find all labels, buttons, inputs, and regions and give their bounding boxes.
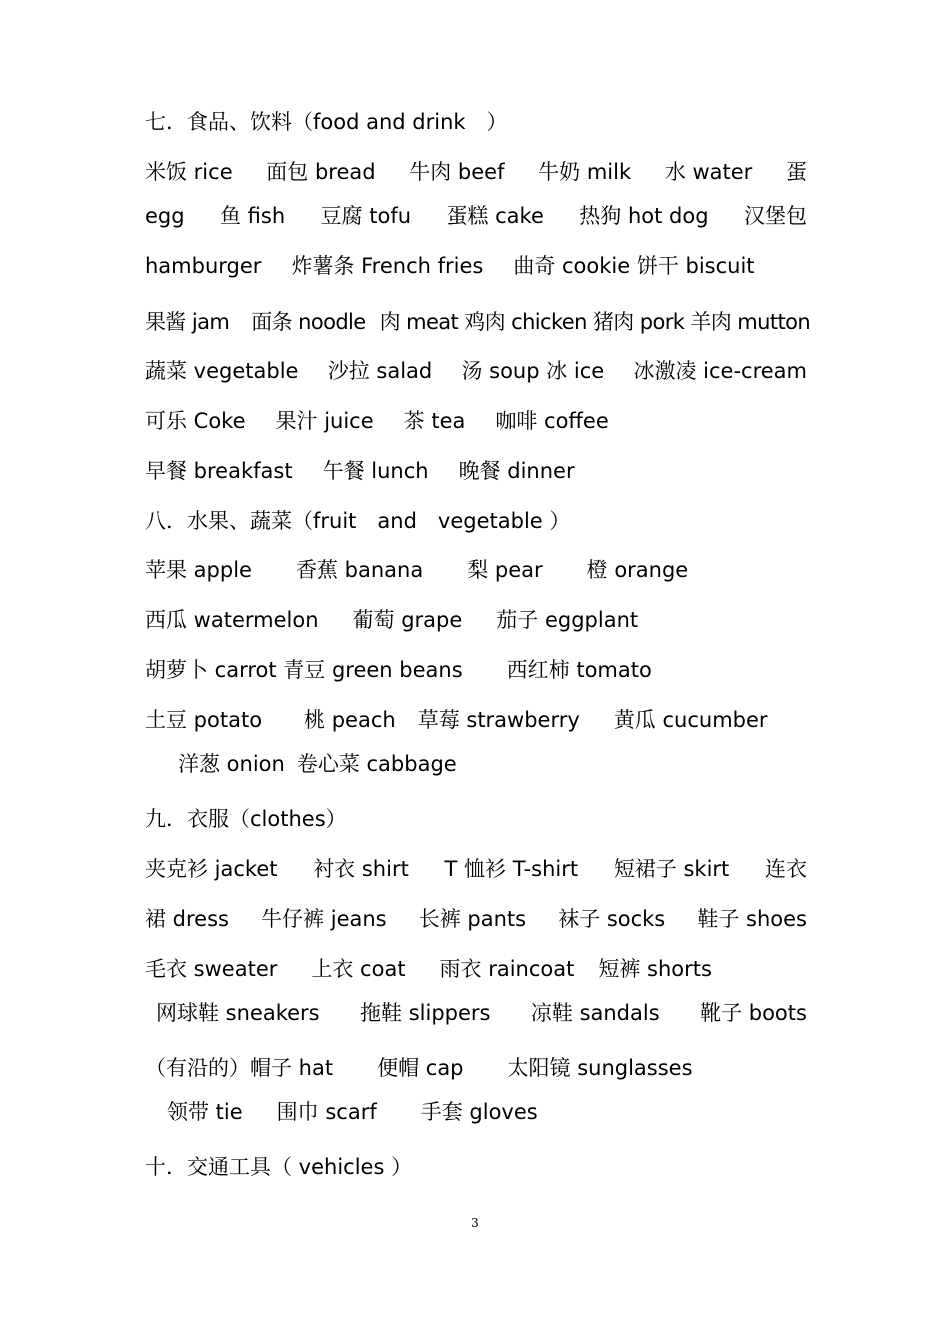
vocab-item: 上衣 coat	[311, 957, 406, 981]
vocab-line	[145, 1053, 807, 1083]
vocab-item: 牛奶 milk	[538, 160, 632, 184]
vocab-item: 果酱 jam	[145, 310, 230, 334]
vocab-item: 西瓜 watermelon	[145, 608, 319, 632]
vocab-item: 便帽 cap	[377, 1056, 464, 1080]
vocab-item: 黄瓜 cucumber	[613, 708, 768, 732]
vocab-item: 太阳镜 sunglasses	[507, 1056, 693, 1080]
vocab-item: 毛衣 sweater	[145, 957, 278, 981]
vocab-line	[145, 456, 807, 486]
vocab-line	[145, 201, 807, 231]
vocab-item: 面包 bread	[266, 160, 376, 184]
vocab-line	[145, 655, 807, 685]
vocab-item: 雨衣 raincoat	[439, 957, 575, 981]
vocab-item: 草莓 strawberry	[417, 708, 580, 732]
vocab-item: 鱼 fish	[220, 204, 286, 228]
vocab-item: 面条 noodle	[251, 310, 366, 334]
vocab-line	[145, 356, 807, 386]
vocab-item: 短裙子 skirt	[613, 857, 730, 881]
vocab-item: egg	[145, 204, 185, 228]
vocab-line	[145, 904, 807, 934]
vocab-item: 可乐 Coke	[145, 409, 246, 433]
vocab-item: 沙拉 salad	[327, 359, 433, 383]
vocab-item: 蛋	[786, 160, 807, 184]
section-heading-clothes: 九．衣服（clothes）	[145, 807, 347, 831]
vocab-item: 短裤 shorts	[598, 957, 712, 981]
vocab-item: 洋葱 onion	[178, 752, 285, 776]
vocab-line	[145, 705, 807, 735]
vocab-line	[145, 157, 807, 187]
vocab-item: 桃 peach	[304, 708, 396, 732]
vocab-item: 蔬菜 vegetable	[145, 359, 299, 383]
vocab-item: 汉堡包	[743, 204, 807, 228]
vocab-item: 曲奇 cookie 饼干 biscuit	[513, 254, 755, 278]
vocab-item: 豆腐 tofu	[320, 204, 412, 228]
vocab-line	[145, 555, 807, 585]
vocab-item: 袜子 socks	[558, 907, 666, 931]
vocab-line	[178, 749, 807, 779]
vocab-line	[167, 1097, 807, 1127]
vocab-item: 茶 tea	[403, 409, 466, 433]
vocab-item: 咖啡 coffee	[495, 409, 609, 433]
vocab-item: 西红柿 tomato	[506, 658, 652, 682]
vocab-item: 午餐 lunch	[322, 459, 429, 483]
vocab-line	[145, 406, 807, 436]
vocab-item: 衬衣 shirt	[313, 857, 409, 881]
vocab-item: 水 water	[664, 160, 753, 184]
vocab-line	[145, 605, 807, 635]
vocab-item: 苹果 apple	[145, 558, 252, 582]
vocab-item: 炸薯条 French fries	[291, 254, 484, 278]
vocab-line	[145, 854, 807, 884]
vocab-item: 手套 gloves	[420, 1100, 538, 1124]
vocab-item: 梨 pear	[467, 558, 543, 582]
vocab-item: 鞋子 shoes	[697, 907, 807, 931]
vocab-item: 葡萄 grape	[352, 608, 463, 632]
page-number: 3	[471, 1216, 479, 1230]
vocab-item: T 恤衫 T-shirt	[444, 857, 579, 881]
vocab-item: 肉 meat 鸡肉 chicken 猪肉 pork 羊肉 mutton	[379, 310, 811, 334]
vocab-line	[145, 954, 807, 984]
vocab-item: 晚餐 dinner	[458, 459, 575, 483]
vocab-item: 胡萝卜 carrot 青豆 green beans	[145, 658, 463, 682]
vocab-item: 早餐 breakfast	[145, 459, 293, 483]
section-heading-food-drink: 七．食品、饮料（food and drink ）	[145, 110, 508, 134]
vocab-item: 橙 orange	[586, 558, 689, 582]
vocab-item: 拖鞋 slippers	[360, 1001, 491, 1025]
vocab-item: hamburger	[145, 254, 262, 278]
vocab-item: 夹克衫 jacket	[145, 857, 278, 881]
vocab-line	[145, 307, 811, 337]
vocab-item: 网球鞋 sneakers	[156, 1001, 320, 1025]
vocab-item: 蛋糕 cake	[446, 204, 544, 228]
vocab-item: 连衣	[764, 857, 807, 881]
vocab-item: 凉鞋 sandals	[530, 1001, 660, 1025]
vocab-item: 茄子 eggplant	[496, 608, 639, 632]
vocab-item: 长裤 pants	[418, 907, 527, 931]
vocab-item: 土豆 potato	[145, 708, 263, 732]
vocab-item: 牛仔裤 jeans	[261, 907, 387, 931]
vocab-item: 汤 soup 冰 ice	[461, 359, 605, 383]
vocab-line	[145, 251, 807, 281]
vocab-item: 裙 dress	[145, 907, 229, 931]
vocab-line	[156, 998, 807, 1028]
vocab-item: 卷心菜 cabbage	[296, 752, 457, 776]
vocab-item: （有沿的）帽子 hat	[145, 1056, 334, 1080]
vocab-item: 果汁 juice	[275, 409, 374, 433]
section-heading-vehicles: 十．交通工具（ vehicles ）	[145, 1155, 413, 1179]
vocab-item: 围巾 scarf	[276, 1100, 377, 1124]
vocab-item: 米饭 rice	[145, 160, 233, 184]
vocab-item: 领带 tie	[167, 1100, 243, 1124]
vocab-item: 香蕉 banana	[295, 558, 424, 582]
vocab-item: 冰激凌 ice-cream	[633, 359, 807, 383]
vocab-item: 靴子 boots	[700, 1001, 807, 1025]
vocab-item: 热狗 hot dog	[579, 204, 709, 228]
section-heading-fruit-vegetable: 八．水果、蔬菜（fruit and vegetable ）	[145, 509, 571, 533]
vocab-item: 牛肉 beef	[409, 160, 505, 184]
